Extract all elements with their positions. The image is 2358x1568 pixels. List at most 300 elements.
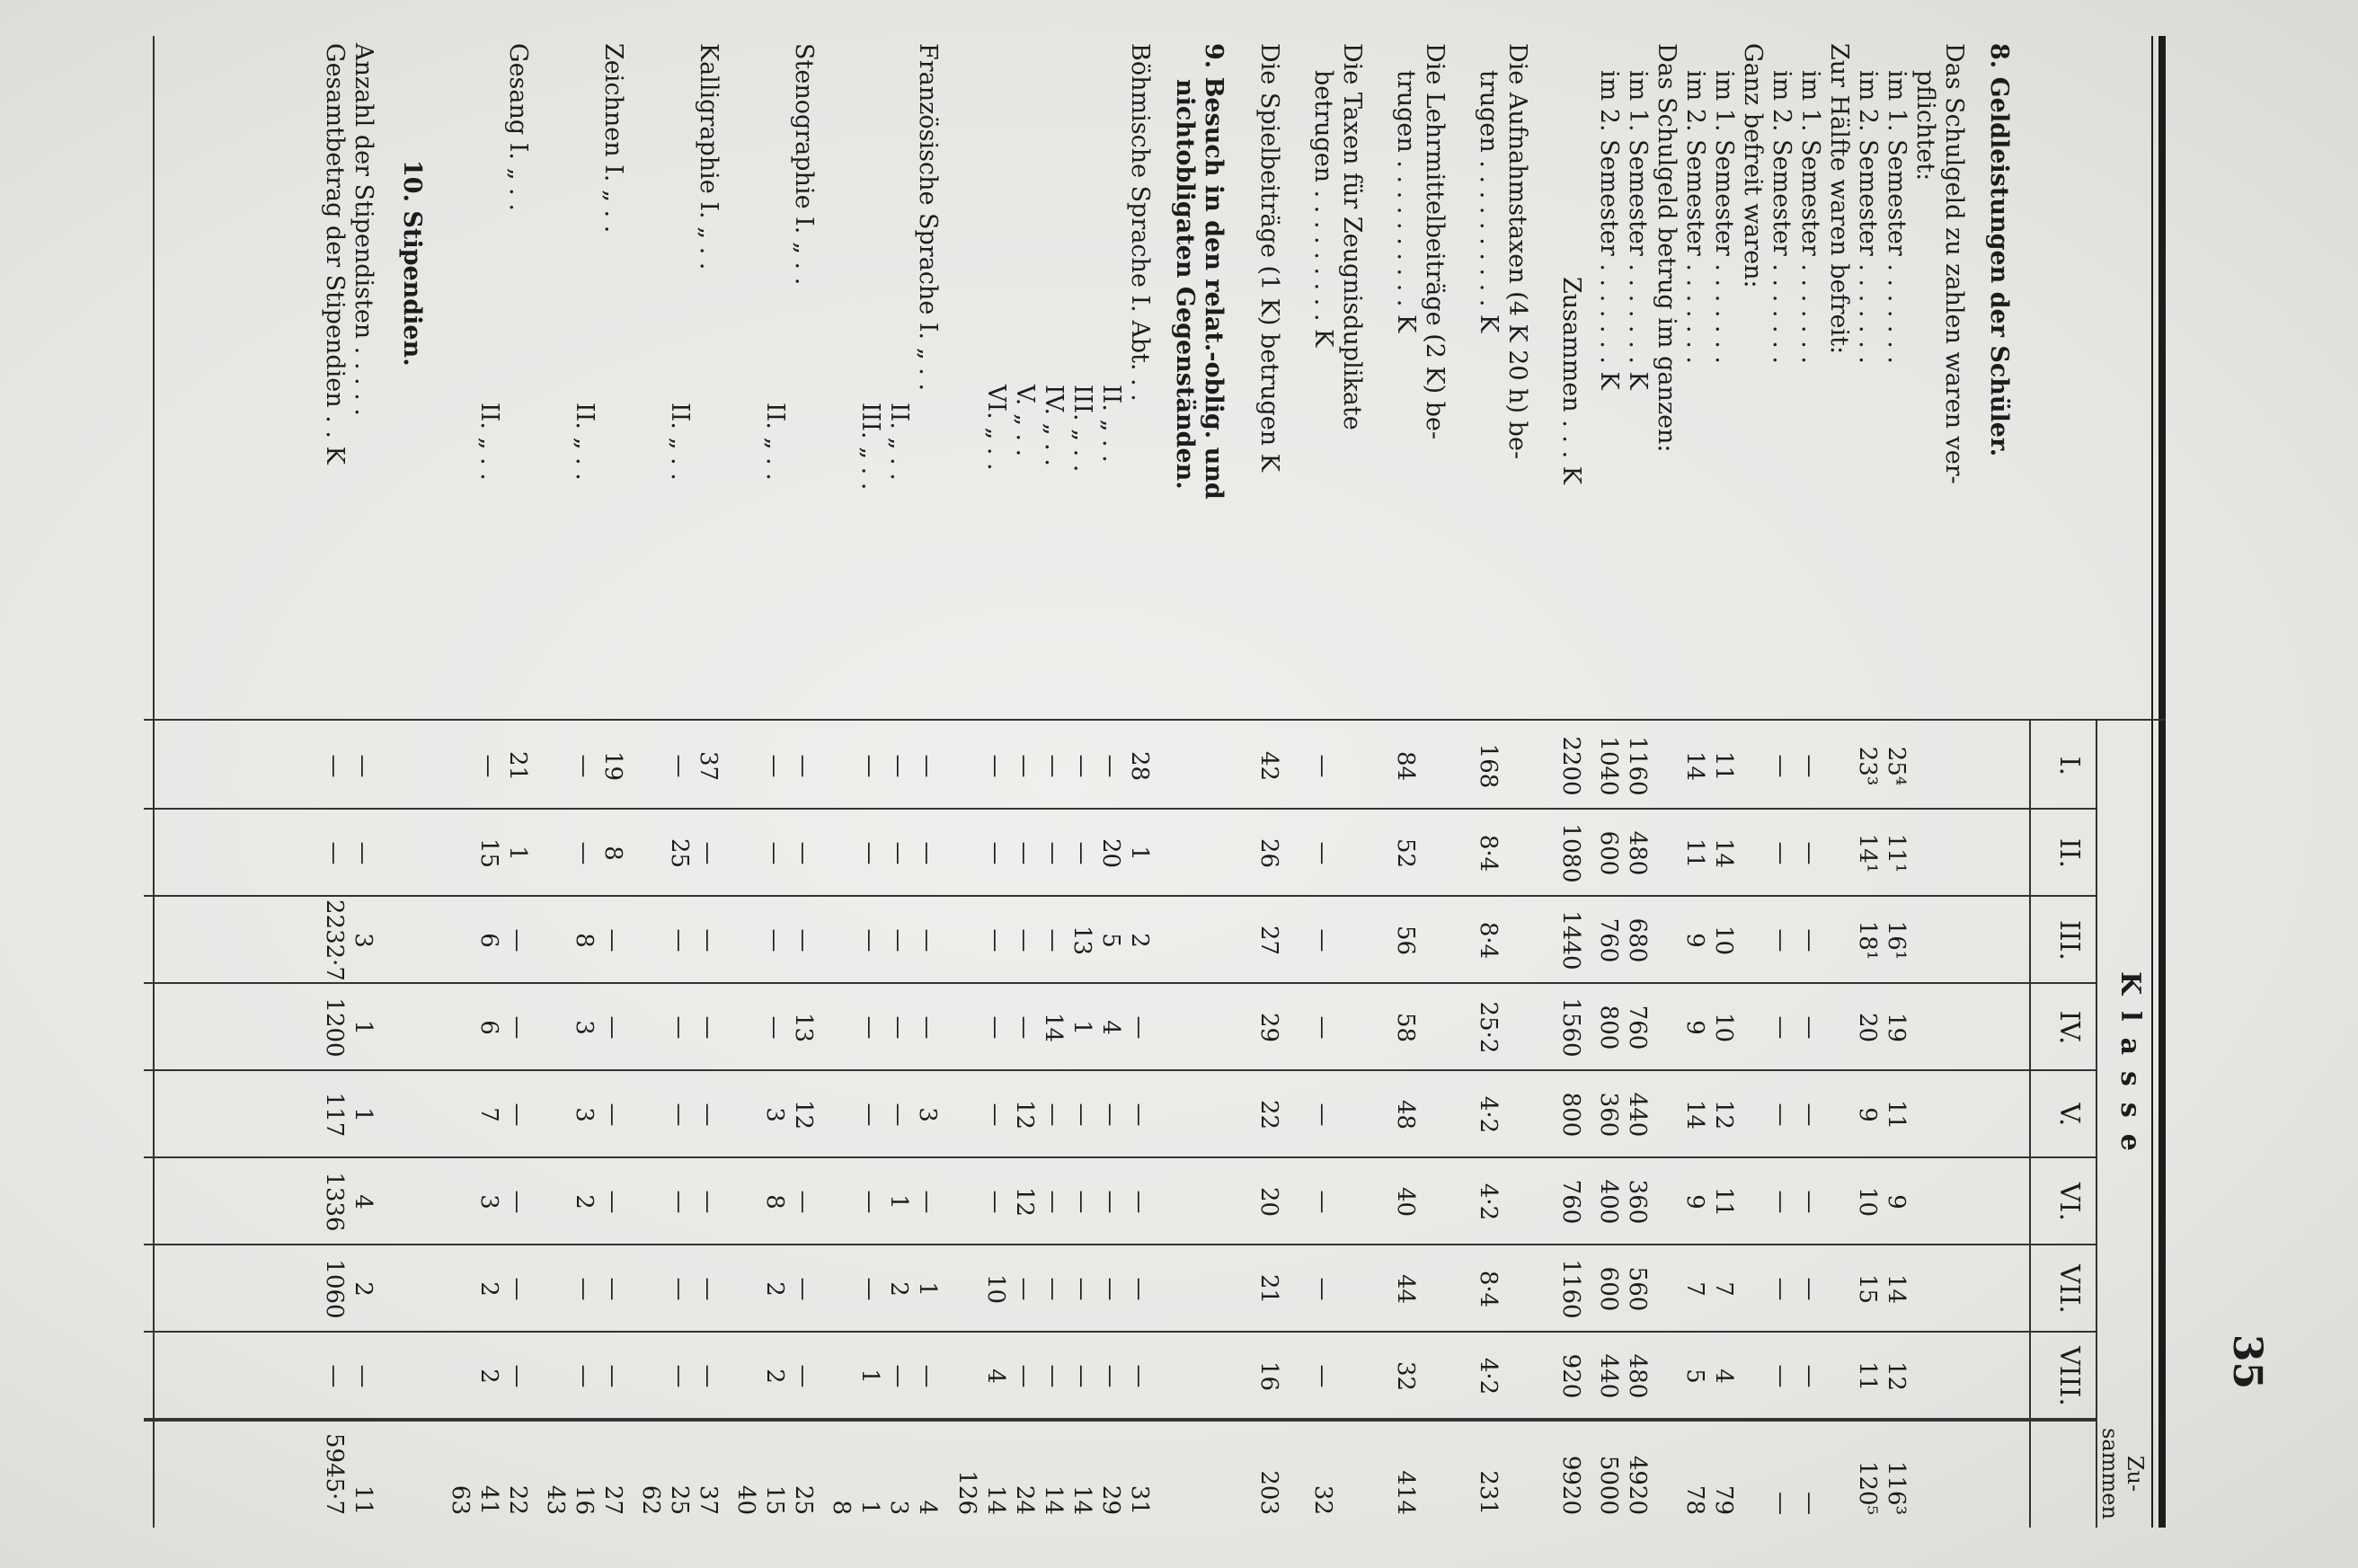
table-cell: 10: [1710, 1012, 1737, 1043]
row-label: im 1. Semester . . . . . . . K: [1624, 70, 1652, 390]
row-label: trugen . . . . . . . . . . K: [1392, 70, 1420, 333]
total-cell: 414: [1392, 1470, 1419, 1515]
total-cell: —: [1768, 1492, 1795, 1515]
table-cell: —: [1068, 1190, 1095, 1214]
row-label: Böhmische Sprache I. Abt. . .: [1126, 43, 1154, 402]
table-cell: 13: [790, 1012, 817, 1043]
total-cell: 5945·7: [321, 1433, 348, 1515]
table-cell: —: [1097, 754, 1124, 778]
table-cell: 7: [1710, 1281, 1737, 1297]
total-cell: 4920: [1624, 1455, 1651, 1515]
table-cell: —: [1126, 1103, 1153, 1127]
table-cell: —: [1796, 1103, 1823, 1127]
table-cell: 8·4: [1475, 921, 1502, 960]
total-cell: 15: [761, 1484, 788, 1515]
table-cell: 2: [761, 1281, 788, 1297]
table-cell: 4·2: [1475, 1183, 1502, 1221]
table-cell: 14: [1681, 1099, 1708, 1130]
row-label: Ganz befreit waren:: [1739, 43, 1767, 288]
table-cell: 11: [1710, 750, 1737, 782]
total-cell: 43: [542, 1484, 569, 1515]
table-cell: —: [599, 928, 626, 952]
table-cell: —: [856, 1190, 883, 1214]
table-cell: —: [350, 754, 377, 778]
total-cell: 25: [790, 1484, 817, 1515]
total-cell: 120⁵: [1854, 1460, 1881, 1515]
table-cell: —: [1768, 1015, 1795, 1040]
table-cell: —: [695, 1277, 722, 1301]
table-cell: —: [666, 1103, 693, 1127]
total-cell: 8: [828, 1500, 855, 1515]
table-cell: —: [1126, 1015, 1153, 1040]
row-label: Die Spielbeiträge (1 K) betrugen K: [1255, 43, 1283, 472]
table-cell: —: [914, 1190, 941, 1214]
total-cell: 16: [571, 1484, 598, 1515]
table-cell: —: [856, 928, 883, 952]
table-cell: —: [1040, 1190, 1067, 1214]
table-cell: —: [666, 1190, 693, 1214]
table-cell: —: [504, 1277, 531, 1301]
table-cell: 8: [761, 1194, 788, 1209]
table-cell: 760: [1595, 917, 1622, 963]
table-cell: 11: [1681, 837, 1708, 869]
table-cell: 2: [475, 1369, 502, 1384]
table-cell: —: [666, 928, 693, 952]
table-cell: —: [1011, 754, 1038, 778]
table-cell: —: [1796, 754, 1823, 778]
table-cell: —: [761, 841, 788, 865]
table-cell: —: [1768, 928, 1795, 952]
table-cell: 9: [1883, 1194, 1910, 1209]
table-cell: 4: [1710, 1369, 1737, 1384]
table-cell: 84: [1392, 750, 1419, 782]
table-cell: —: [504, 928, 531, 952]
table-cell: —: [1768, 1364, 1795, 1388]
table-cell: 1: [1126, 846, 1153, 861]
table-cell: 18¹: [1854, 920, 1881, 961]
table-cell: —: [1309, 1364, 1336, 1388]
table-cell: 25·2: [1475, 1001, 1502, 1054]
table-cell: —: [790, 1364, 817, 1388]
total-cell: 14: [1040, 1484, 1067, 1515]
table-cell: 11: [1883, 1099, 1910, 1130]
table-cell: —: [1068, 1364, 1095, 1388]
table-cell: 8: [571, 933, 598, 948]
table-cell: 40: [1392, 1186, 1419, 1218]
row-label: trugen . . . . . . . . . . K: [1475, 70, 1503, 333]
table-cell: 168: [1475, 743, 1502, 789]
table-cell: —: [1097, 1277, 1124, 1301]
table-cell: —: [695, 1103, 722, 1127]
table-cell: 600: [1595, 1266, 1622, 1312]
table-cell: 12: [790, 1099, 817, 1130]
total-cell: 231: [1475, 1470, 1502, 1515]
table-cell: 25: [666, 837, 693, 869]
table-cell: 1160: [1557, 1259, 1584, 1319]
table-cell: 2: [475, 1281, 502, 1297]
total-cell: 126: [953, 1470, 980, 1515]
table-cell: 15: [1854, 1273, 1881, 1305]
table-cell: —: [666, 754, 693, 778]
table-cell: 5: [1097, 933, 1124, 948]
total-cell: 116³: [1883, 1460, 1910, 1515]
table-cell: 14: [1040, 1012, 1067, 1043]
table-cell: 3: [475, 1194, 502, 1209]
total-cell: 5000: [1595, 1455, 1622, 1515]
table-cell: —: [1309, 1277, 1336, 1301]
table-cell: 21: [1255, 1273, 1282, 1305]
row-label: Die Taxen für Zeugnisduplikate: [1338, 43, 1366, 430]
table-cell: —: [350, 841, 377, 865]
table-cell: 7: [1681, 1281, 1708, 1297]
table-cell: 480: [1624, 1353, 1651, 1399]
table-cell: —: [914, 841, 941, 865]
table-cell: 10: [1854, 1186, 1881, 1218]
table-cell: 8·4: [1475, 834, 1502, 873]
rotated-table-page: [144, 36, 2166, 1528]
table-cell: —: [885, 1103, 912, 1127]
table-cell: —: [790, 1277, 817, 1301]
table-cell: 14¹: [1854, 833, 1881, 873]
column-header: II.: [2053, 837, 2085, 869]
table-cell: —: [761, 928, 788, 952]
table-cell: 4·2: [1475, 1357, 1502, 1395]
table-cell: 22: [1255, 1099, 1282, 1130]
table-cell: 760: [1624, 1005, 1651, 1050]
table-cell: 9: [1854, 1107, 1881, 1122]
table-cell: 3: [571, 1020, 598, 1035]
table-cell: 1040: [1595, 736, 1622, 796]
table-cell: 117: [321, 1092, 348, 1138]
row-label: Anzahl der Stipendisten . . . . .: [350, 43, 377, 417]
table-cell: —: [982, 928, 1009, 952]
table-cell: 560: [1624, 1266, 1651, 1312]
row-label: V. „ . .: [1011, 385, 1039, 457]
header-rule: [2096, 719, 2097, 1528]
table-cell: —: [504, 1103, 531, 1127]
table-cell: —: [1309, 928, 1336, 952]
table-cell: —: [599, 1190, 626, 1214]
table-cell: —: [1040, 1103, 1067, 1127]
table-cell: 760: [1557, 1179, 1584, 1225]
top-rule: [2159, 36, 2166, 1528]
row-label: im 2. Semester . . . . . . . K: [1595, 70, 1623, 390]
total-cell: 24: [1011, 1484, 1038, 1515]
table-cell: —: [982, 1190, 1009, 1214]
table-cell: —: [1068, 841, 1095, 865]
total-cell: 9920: [1557, 1455, 1584, 1515]
total-cell: 14: [1068, 1484, 1095, 1515]
table-cell: 3: [761, 1107, 788, 1122]
table-cell: —: [914, 1364, 941, 1388]
row-label: pflichtet:: [1911, 70, 1939, 182]
total-cell: 203: [1255, 1470, 1282, 1515]
row-label: Die Aufnahmstaxen (4 K 20 h) be-: [1503, 43, 1531, 460]
table-cell: —: [914, 928, 941, 952]
table-cell: 1336: [321, 1172, 348, 1232]
table-cell: 600: [1595, 830, 1622, 876]
table-cell: 440: [1595, 1353, 1622, 1399]
table-cell: —: [666, 1015, 693, 1040]
table-cell: —: [1796, 1015, 1823, 1040]
table-cell: 19: [1883, 1012, 1910, 1043]
table-cell: 27: [1255, 925, 1282, 956]
table-cell: 7: [475, 1107, 502, 1122]
bottom-rule: [153, 36, 155, 1528]
table-cell: 1440: [1557, 910, 1584, 970]
table-cell: 480: [1624, 830, 1651, 876]
total-cell: 4: [914, 1500, 941, 1515]
row-label: Gesamtbetrag der Stipendien . . K: [321, 43, 349, 465]
total-cell: 40: [732, 1484, 759, 1515]
total-cell: 25: [666, 1484, 693, 1515]
table-cell: 800: [1595, 1005, 1622, 1050]
table-cell: —: [599, 1103, 626, 1127]
table-cell: 10: [1710, 925, 1737, 956]
row-label: II. „ . .: [885, 403, 913, 481]
row-label: III. „ . .: [856, 403, 884, 491]
table-cell: —: [504, 1015, 531, 1040]
table-cell: 10: [982, 1273, 1009, 1305]
total-cell: —: [1796, 1492, 1823, 1515]
table-cell: —: [1040, 1277, 1067, 1301]
table-cell: 2: [1126, 933, 1153, 948]
table-cell: 42: [1255, 750, 1282, 782]
table-cell: —: [1011, 841, 1038, 865]
table-cell: —: [321, 841, 348, 865]
row-label: Das Schulgeld betrug im ganzen:: [1653, 43, 1680, 453]
table-cell: 20: [1097, 837, 1124, 869]
table-cell: —: [1768, 1277, 1795, 1301]
label-column-separator: [144, 719, 2166, 721]
table-cell: —: [504, 1364, 531, 1388]
table-cell: —: [666, 1364, 693, 1388]
table-cell: —: [885, 928, 912, 952]
table-cell: 29: [1255, 1012, 1282, 1043]
table-cell: —: [982, 1103, 1009, 1127]
table-cell: 2200: [1557, 736, 1584, 796]
table-cell: —: [1796, 841, 1823, 865]
row-label: II. „ . .: [475, 403, 503, 481]
table-cell: 2: [885, 1281, 912, 1297]
table-cell: —: [695, 841, 722, 865]
table-cell: —: [1126, 1190, 1153, 1214]
table-cell: 1: [1068, 1020, 1095, 1035]
table-cell: —: [475, 754, 502, 778]
table-cell: 14: [1710, 837, 1737, 869]
table-cell: 19: [599, 750, 626, 782]
table-cell: —: [982, 841, 1009, 865]
table-cell: 1200: [321, 997, 348, 1058]
column-header-rule: [2029, 719, 2031, 1528]
total-cell: 3: [885, 1500, 912, 1515]
table-cell: —: [1309, 754, 1336, 778]
table-cell: —: [1768, 754, 1795, 778]
row-label: im 2. Semester . . . . . . .: [1681, 70, 1709, 364]
table-cell: —: [1040, 1364, 1067, 1388]
table-cell: 920: [1557, 1353, 1584, 1399]
table-cell: 6: [475, 933, 502, 948]
table-cell: 12: [1011, 1186, 1038, 1218]
table-cell: —: [885, 754, 912, 778]
table-cell: —: [1126, 1277, 1153, 1301]
column-header: V.: [2053, 1103, 2085, 1127]
table-cell: 440: [1624, 1092, 1651, 1138]
table-cell: —: [1068, 1277, 1095, 1301]
total-cell: 11: [350, 1484, 377, 1515]
total-cell: 1: [856, 1500, 883, 1515]
table-cell: —: [1097, 1190, 1124, 1214]
row-label: Stenographie I. „ . .: [790, 43, 818, 286]
table-cell: —: [1011, 1277, 1038, 1301]
table-cell: 1: [856, 1369, 883, 1384]
row-label: im 1. Semester . . . . . . .: [1710, 70, 1738, 364]
table-cell: 13: [1068, 925, 1095, 956]
table-cell: —: [695, 928, 722, 952]
table-cell: 11: [1710, 1186, 1737, 1218]
table-cell: —: [695, 1364, 722, 1388]
table-cell: —: [321, 1364, 348, 1388]
table-cell: 12: [1011, 1099, 1038, 1130]
table-cell: —: [1126, 1364, 1153, 1388]
table-cell: 4: [1097, 1020, 1124, 1035]
klasse-header: Klasse: [2114, 971, 2146, 1167]
row-label: IV. „ . .: [1040, 385, 1068, 466]
table-cell: —: [350, 1364, 377, 1388]
table-cell: 360: [1624, 1179, 1651, 1225]
table-cell: —: [885, 1015, 912, 1040]
column-header: I.: [2053, 756, 2085, 776]
table-cell: —: [885, 1364, 912, 1388]
table-cell: 25⁴: [1883, 746, 1910, 786]
table-cell: 44: [1392, 1273, 1419, 1305]
table-cell: 26: [1255, 837, 1282, 869]
table-cell: 1080: [1557, 823, 1584, 883]
table-cell: 1: [914, 1281, 941, 1297]
row-label: 9. Besuch in den relat.-oblig. und: [1200, 43, 1228, 500]
column-header: VIII.: [2053, 1346, 2085, 1406]
table-cell: 8·4: [1475, 1270, 1502, 1308]
row-label: Zusammen . . . K: [1557, 277, 1585, 484]
table-cell: 52: [1392, 837, 1419, 869]
table-cell: —: [790, 1190, 817, 1214]
total-cell: 27: [599, 1484, 626, 1515]
table-cell: 400: [1595, 1179, 1622, 1225]
table-cell: —: [1040, 928, 1067, 952]
table-cell: —: [856, 754, 883, 778]
top-rule-thin: [2151, 36, 2153, 1528]
total-cell: 37: [695, 1484, 722, 1515]
row-label: Französische Sprache I. „ . .: [914, 43, 942, 392]
table-cell: 1060: [321, 1259, 348, 1319]
table-cell: —: [1011, 928, 1038, 952]
row-label: VI. „ . .: [982, 385, 1010, 471]
table-cell: —: [1040, 841, 1067, 865]
row-label: im 1. Semester . . . . . . .: [1796, 70, 1824, 364]
total-cell: 62: [637, 1484, 664, 1515]
table-cell: 14: [1883, 1273, 1910, 1305]
table-cell: 11: [1854, 1360, 1881, 1392]
total-cell: 29: [1097, 1484, 1124, 1515]
table-cell: 360: [1595, 1092, 1622, 1138]
page-number: 35: [2224, 1333, 2271, 1390]
row-label: im 1. Semester . . . . . . .: [1883, 70, 1910, 364]
row-label: nichtobligaten Gegenständen.: [1171, 79, 1199, 490]
table-cell: 8: [599, 846, 626, 861]
row-label: Zeichnen I. „ . .: [599, 43, 627, 234]
table-cell: —: [599, 1364, 626, 1388]
table-cell: —: [1796, 928, 1823, 952]
table-cell: —: [790, 754, 817, 778]
table-cell: 20: [1255, 1186, 1282, 1218]
row-label: Die Lehrmittelbeiträge (2 K) be-: [1421, 43, 1449, 440]
table-cell: 16¹: [1883, 920, 1910, 961]
table-cell: —: [790, 841, 817, 865]
row-label: Kalligraphie I. „ . .: [695, 43, 722, 270]
table-cell: 4: [982, 1369, 1009, 1384]
total-cell: 41: [475, 1484, 502, 1515]
total-cell: 14: [982, 1484, 1009, 1515]
table-cell: —: [1097, 1103, 1124, 1127]
table-cell: —: [856, 1277, 883, 1301]
table-cell: 15: [475, 837, 502, 869]
table-cell: 2: [350, 1281, 377, 1297]
row-label: II. „ . .: [1097, 385, 1125, 463]
table-cell: —: [1309, 1103, 1336, 1127]
table-cell: —: [599, 1015, 626, 1040]
total-cell: 22: [504, 1484, 531, 1515]
table-cell: —: [695, 1190, 722, 1214]
total-cell: 32: [1309, 1484, 1336, 1515]
table-cell: —: [982, 1015, 1009, 1040]
table-cell: —: [599, 1277, 626, 1301]
table-cell: —: [571, 1364, 598, 1388]
row-label: Zur Hälfte waren befreit:: [1825, 43, 1853, 355]
table-cell: —: [571, 1277, 598, 1301]
table-cell: 37: [695, 750, 722, 782]
table-cell: —: [914, 754, 941, 778]
table-cell: —: [1068, 1103, 1095, 1127]
row-label: im 2. Semester . . . . . . .: [1854, 70, 1882, 364]
table-cell: —: [1309, 1190, 1336, 1214]
table-cell: —: [666, 1277, 693, 1301]
column-header: VII.: [2053, 1264, 2085, 1314]
zusammen-header: Zu- sammen: [2097, 1428, 2148, 1519]
table-cell: 3: [350, 933, 377, 948]
table-cell: 3: [571, 1107, 598, 1122]
table-cell: —: [856, 841, 883, 865]
table-cell: 1: [350, 1020, 377, 1035]
table-cell: 9: [1681, 1020, 1708, 1035]
table-cell: 680: [1624, 917, 1651, 963]
table-cell: 58: [1392, 1012, 1419, 1043]
table-cell: —: [1309, 1015, 1336, 1040]
table-cell: —: [1768, 841, 1795, 865]
row-label: Gesang I. „ . .: [504, 43, 532, 211]
table-cell: —: [1796, 1364, 1823, 1388]
table-cell: 1: [350, 1107, 377, 1122]
row-label: betrugen . . . . . . . . . K: [1309, 70, 1337, 348]
table-cell: —: [1011, 1364, 1038, 1388]
table-cell: 6: [475, 1020, 502, 1035]
table-cell: —: [321, 754, 348, 778]
row-label: II. „ . .: [761, 403, 789, 481]
table-cell: 48: [1392, 1099, 1419, 1130]
table-cell: 56: [1392, 925, 1419, 956]
table-cell: 12: [1710, 1099, 1737, 1130]
table-cell: —: [1309, 841, 1336, 865]
table-cell: 1160: [1624, 736, 1651, 796]
